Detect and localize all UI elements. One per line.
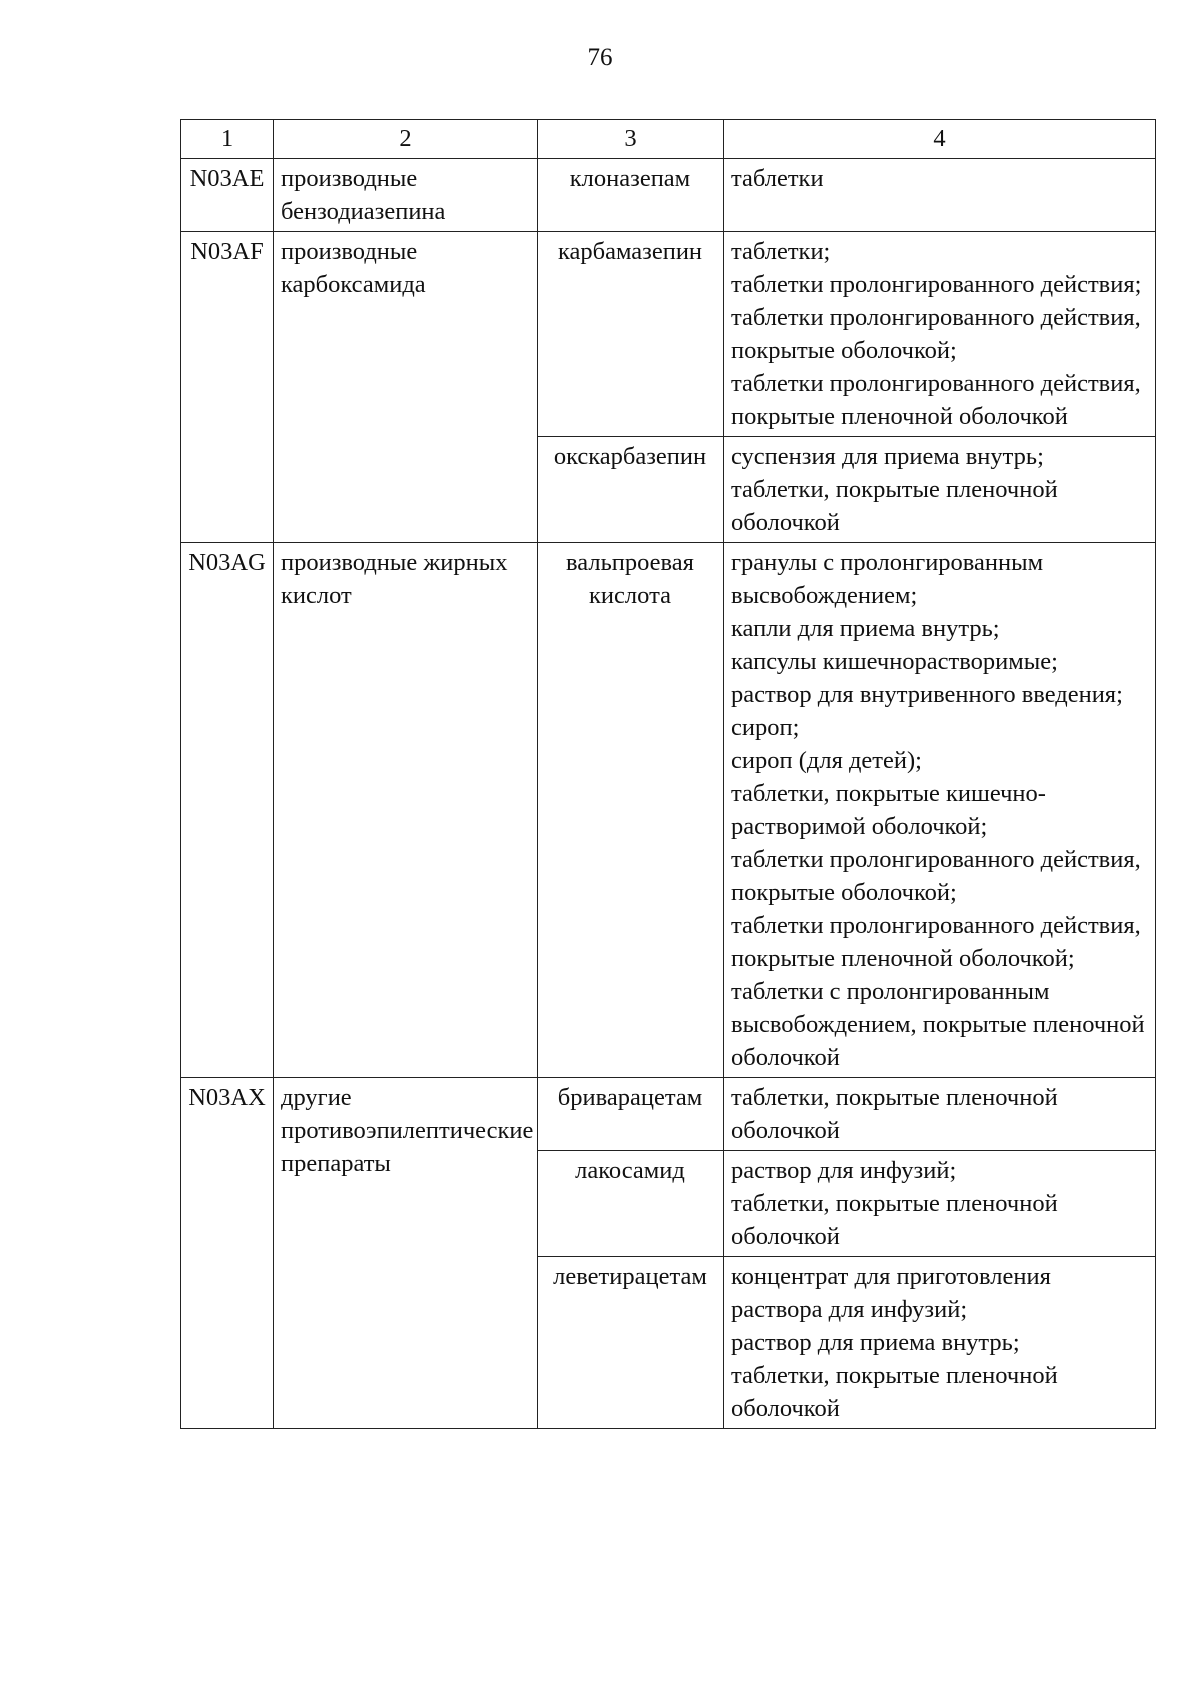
header-row (181, 120, 1156, 159)
dosage-form: таблетки с пролонгированным высвобождением, покрытые пленочной оболочкой (731, 978, 1145, 1071)
dosage-form: таблетки (731, 165, 824, 192)
page-number: 76 (587, 44, 613, 71)
dosage-form: раствор для внутривенного введения; (731, 681, 1123, 708)
dosage-form: таблетки пролонгированного действия, покрытые пленочной оболочкой; (731, 912, 1141, 972)
dosage-form: таблетки, покрытые пленочной оболочкой (731, 1362, 1058, 1422)
dosage-form: таблетки пролонгированного действия; (731, 271, 1142, 298)
drug-group-cell: другие противоэпилептические препараты (274, 1078, 538, 1429)
dosage-form: таблетки; (731, 238, 831, 265)
dosage-form: гранулы с пролонгированным высвобождением; (731, 549, 1044, 609)
dosage-form: сироп; (731, 714, 800, 741)
drug-group-cell: производные бензодиазепина (274, 159, 538, 232)
table-row (181, 1078, 1156, 1151)
drug-group-cell: производные жирных кислот (274, 543, 538, 1078)
dosage-form: таблетки пролонгированного действия, покрытые оболочкой; (731, 846, 1141, 906)
drug-name-cell: леветирацетам (538, 1257, 724, 1429)
dosage-forms-cell (724, 437, 1156, 543)
drug-group-cell: производные карбоксамида (274, 232, 538, 543)
table-row (181, 543, 1156, 1078)
dosage-form: капли для приема внутрь; (731, 615, 1000, 642)
atc-code-cell: N03AF (181, 232, 274, 543)
drug-name-cell: вальпроевая кислота (538, 543, 724, 1078)
dosage-forms-cell (724, 159, 1156, 232)
atc-code-cell: N03AE (181, 159, 274, 232)
dosage-forms-cell (724, 1078, 1156, 1151)
dosage-form: сироп (для детей); (731, 747, 922, 774)
atc-code-cell: N03AX (181, 1078, 274, 1429)
drug-name-cell: клоназепам (538, 159, 724, 232)
table-body (181, 120, 1156, 1429)
drug-name-cell: окскарбазепин (538, 437, 724, 543)
dosage-forms-cell (724, 1151, 1156, 1257)
dosage-form: концентрат для приготовления раствора для инфузий; (731, 1263, 1051, 1323)
dosage-form: раствор для приема внутрь; (731, 1329, 1020, 1356)
dosage-form: таблетки, покрытые пленочной оболочкой (731, 476, 1058, 536)
drug-name-cell: лакосамид (538, 1151, 724, 1257)
dosage-form: таблетки пролонгированного действия, покрытые оболочкой; (731, 304, 1141, 364)
drug-table (180, 119, 1156, 1429)
dosage-form: суспензия для приема внутрь; (731, 443, 1044, 470)
dosage-forms-cell (724, 543, 1156, 1078)
table-row (181, 232, 1156, 437)
dosage-form: раствор для инфузий; (731, 1157, 957, 1184)
dosage-forms-cell (724, 1257, 1156, 1429)
drug-name-cell: бриварацетам (538, 1078, 724, 1151)
atc-code-cell: N03AG (181, 543, 274, 1078)
column-header: 3 (538, 120, 724, 159)
dosage-form: таблетки пролонгированного действия, покрытые пленочной оболочкой (731, 370, 1141, 430)
column-header: 2 (274, 120, 538, 159)
column-header: 1 (181, 120, 274, 159)
dosage-forms-cell (724, 232, 1156, 437)
dosage-form: таблетки, покрытые кишечно-растворимой оболочкой; (731, 780, 1046, 840)
dosage-form: таблетки, покрытые пленочной оболочкой (731, 1190, 1058, 1250)
dosage-form: капсулы кишечнорастворимые; (731, 648, 1058, 675)
table-row (181, 159, 1156, 232)
column-header: 4 (724, 120, 1156, 159)
dosage-form: таблетки, покрытые пленочной оболочкой (731, 1084, 1058, 1144)
drug-name-cell: карбамазепин (538, 232, 724, 437)
